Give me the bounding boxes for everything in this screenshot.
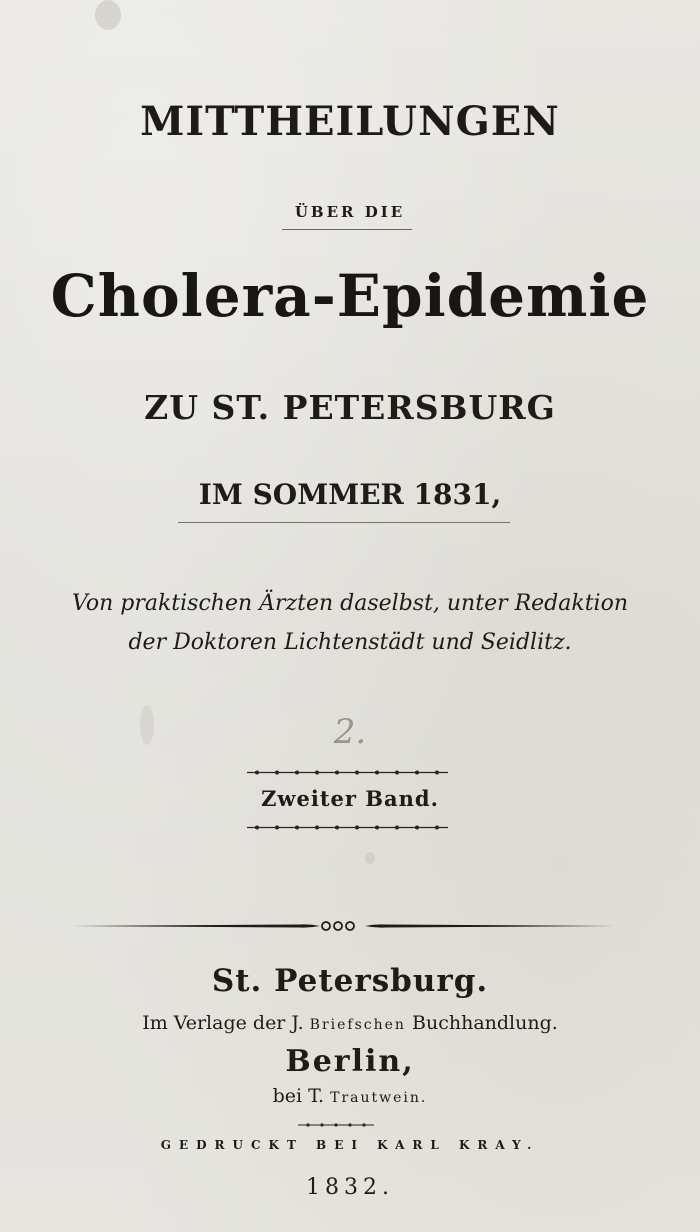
publication-year: 1832. bbox=[306, 1175, 394, 1200]
volume-label: Zweiter Band. bbox=[261, 786, 439, 811]
handwritten-volume-number: 2. bbox=[333, 712, 367, 752]
period-line: IM SOMMER 1831, bbox=[198, 478, 502, 511]
small-ornament bbox=[298, 1122, 374, 1128]
paper-stain bbox=[95, 0, 121, 30]
byline-line-1: Von praktischen Ärzten daselbst, unter Redaktion bbox=[71, 591, 629, 616]
ornamental-rule-top bbox=[245, 768, 450, 777]
city-st-petersburg: St. Petersburg. bbox=[211, 963, 489, 999]
seller-line bbox=[0, 1085, 700, 1107]
publisher-name: Briefschen bbox=[309, 1017, 406, 1033]
paper-stain bbox=[365, 852, 375, 864]
decorative-divider bbox=[70, 916, 615, 936]
printer-line: GEDRUCKT BEI KARL KRAY. bbox=[160, 1138, 540, 1152]
location-line: ZU ST. PETERSBURG bbox=[144, 388, 556, 427]
period-underline bbox=[178, 522, 510, 523]
main-title: MITTHEILUNGEN bbox=[140, 98, 560, 145]
seller-name: Trautwein. bbox=[330, 1090, 428, 1106]
ornamental-rule-bottom bbox=[245, 823, 450, 832]
publisher-line bbox=[0, 1012, 700, 1034]
uber-die-text: ÜBER DIE bbox=[294, 203, 406, 221]
uber-die-underline bbox=[282, 229, 412, 230]
publisher-prefix: Im Verlage der J. bbox=[142, 1012, 304, 1034]
seller-prefix: bei T. bbox=[272, 1085, 325, 1107]
byline-line-2: der Doktoren Lichtenstädt und Seidlitz. bbox=[128, 630, 572, 655]
publisher-suffix: Buchhandlung. bbox=[412, 1012, 558, 1034]
city-berlin: Berlin, bbox=[285, 1044, 415, 1079]
subject-title: Cholera-Epidemie bbox=[50, 262, 650, 330]
